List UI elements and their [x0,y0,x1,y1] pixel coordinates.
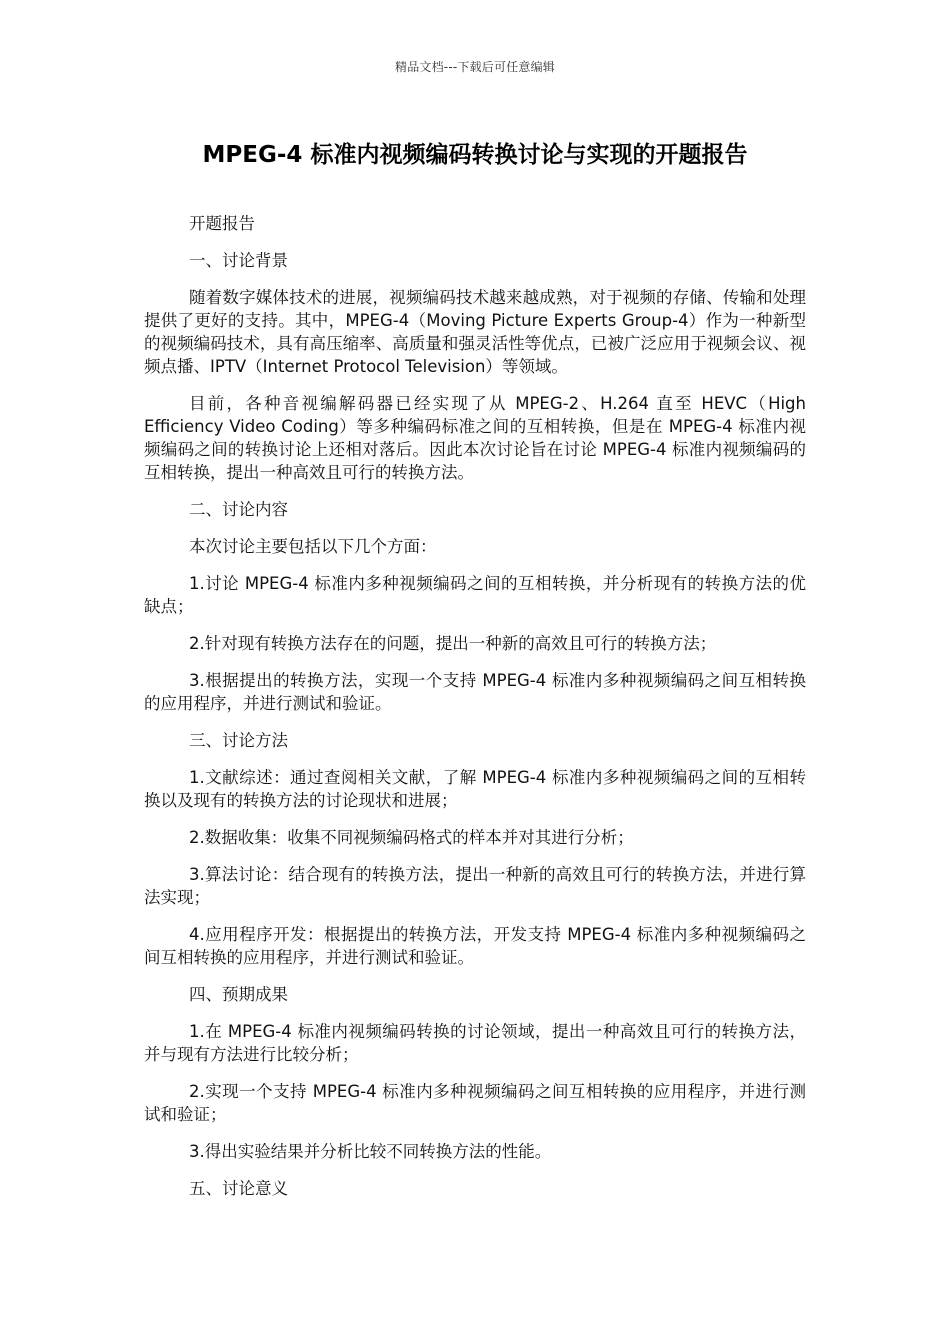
list-item-method-1: 1.文献综述：通过查阅相关文献，了解 MPEG-4 标准内多种视频编码之间的互相转换以及现有的转换方法的讨论现状和进展； [144,768,806,810]
list-item-method-4: 4.应用程序开发：根据提出的转换方法，开发支持 MPEG-4 标准内多种视频编码之间互相转换的应用程序，并进行测试和验证。 [144,925,806,967]
list-item-results-2: 2.实现一个支持 MPEG-4 标准内多种视频编码之间互相转换的应用程序，并进行测试和验证； [144,1082,806,1124]
document-title: MPEG-4 标准内视频编码转换讨论与实现的开题报告 [202,142,748,168]
paragraph-background-1: 随着数字媒体技术的进展，视频编码技术越来越成熟，对于视频的存储、传输和处理提供了更好的支持。其中，MPEG-4（Moving Picture Experts Group-4）作为一种新型的视频编码技术，具有高压缩率、高质量和强灵活性等优点，已被广泛应用于视频会议、视频点播、IPTV（Internet Protocol Television）等领域。 [144,288,806,376]
paragraph-background-2: 目前，各种音视编解码器已经实现了从 MPEG-2、H.264 直至 HEVC（High Efficiency Video Coding）等多种编码标准之间的互相转换，但是在 MPEG-4 标准内视频编码之间的转换讨论上还相对落后。因此本次讨论旨在讨论 MPEG-4 标准内视频编码的互相转换，提出一种高效且可行的转换方法。 [144,394,806,482]
list-item-results-1: 1.在 MPEG-4 标准内视频编码转换的讨论领域，提出一种高效且可行的转换方法，并与现有方法进行比较分析； [144,1022,806,1064]
header-note: 精品文档---下载后可任意编辑 [395,60,555,74]
list-item-content-1: 1.讨论 MPEG-4 标准内多种视频编码之间的互相转换，并分析现有的转换方法的优缺点； [144,574,806,616]
list-item-results-3: 3.得出实验结果并分析比较不同转换方法的性能。 [189,1142,552,1161]
paragraph-report-label: 开题报告 [189,214,255,233]
list-item-method-3: 3.算法讨论：结合现有的转换方法，提出一种新的高效且可行的转换方法，并进行算法实现； [144,865,806,907]
list-item-method-2: 2.数据收集：收集不同视频编码格式的样本并对其进行分析； [189,828,634,847]
section-heading-results: 四、预期成果 [189,985,288,1004]
paragraph-content-intro: 本次讨论主要包括以下几个方面： [189,537,437,556]
document-body [144,212,806,1214]
section-heading-content: 二、讨论内容 [189,500,288,519]
section-heading-background: 一、讨论背景 [189,251,288,270]
list-item-content-3: 3.根据提出的转换方法，实现一个支持 MPEG-4 标准内多种视频编码之间互相转换的应用程序，并进行测试和验证。 [144,671,806,713]
section-heading-significance: 五、讨论意义 [189,1179,288,1198]
list-item-content-2: 2.针对现有转换方法存在的问题，提出一种新的高效且可行的转换方法； [189,634,717,653]
section-heading-method: 三、讨论方法 [189,731,288,750]
